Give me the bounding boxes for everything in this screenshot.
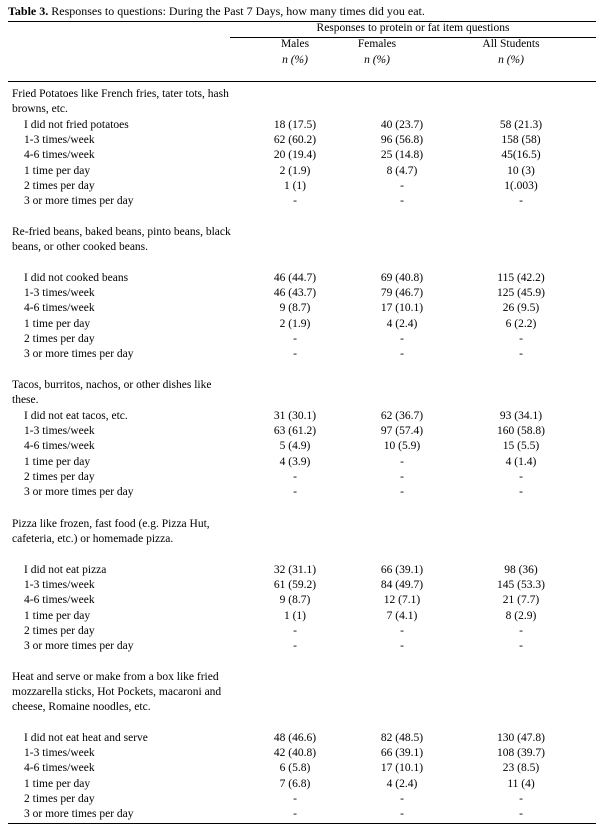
cell-all-students: 26 (9.5) [502, 302, 540, 315]
row-label: 1 time per day [24, 164, 91, 177]
cell-females: 97 (57.4) [380, 425, 424, 438]
cell-all-students: - [519, 470, 523, 483]
section-tacos-title: Tacos, burritos, nachos, or other dishes like these. [12, 379, 212, 407]
table-row [0, 194, 604, 209]
span-header: Responses to protein or fat item questions [316, 22, 510, 34]
row-label: I did not fried potatoes [24, 119, 129, 131]
row-label: 3 or more times per day [24, 808, 134, 820]
cell-all-students: - [519, 624, 523, 637]
row-label: 1 time per day [24, 777, 91, 790]
table-row [0, 485, 604, 500]
cell-females: 40 (23.7) [380, 119, 424, 131]
cell-females: 66 (39.1) [380, 564, 424, 576]
cell-males: - [293, 348, 297, 360]
cell-males: - [293, 195, 297, 207]
cell-females: 17 (10.1) [380, 302, 424, 315]
header-bottom-rule [8, 81, 596, 82]
col-header-all-students: All Students [482, 38, 540, 50]
cell-females: 82 (48.5) [380, 732, 424, 744]
table-row [0, 347, 604, 362]
table-row [0, 455, 604, 470]
cell-all-students: 23 (8.5) [502, 762, 540, 775]
table-row [0, 133, 604, 148]
cell-all-students: 158 (58) [501, 134, 541, 147]
row-label: 2 times per day [24, 179, 95, 192]
row-label: I did not eat tacos, etc. [24, 410, 128, 422]
row-label: 4-6 times/week [24, 302, 95, 315]
bottom-rule [8, 823, 596, 824]
table-label: Table 3. [8, 4, 49, 18]
cell-males: 2 (1.9) [279, 317, 311, 330]
cell-males: 2 (1.9) [279, 164, 311, 177]
cell-all-students: 93 (34.1) [499, 410, 543, 422]
table-row [0, 164, 604, 179]
cell-males: 62 (60.2) [273, 134, 317, 147]
row-label: 2 times per day [24, 792, 95, 805]
cell-all-students: 21 (7.7) [502, 594, 540, 607]
table-row [0, 807, 604, 822]
cell-males: - [293, 332, 297, 345]
cell-all-students: 10 (3) [507, 164, 535, 177]
row-label: 3 or more times per day [24, 640, 134, 652]
row-label: 2 times per day [24, 470, 95, 483]
cell-males: - [293, 640, 297, 652]
row-label: 1-3 times/week [24, 287, 95, 300]
cell-males: 46 (44.7) [273, 272, 317, 284]
subheader-females: n (%) [364, 54, 390, 66]
cell-females: 25 (14.8) [380, 149, 424, 162]
section-pizza-title: Pizza like frozen, fast food (e.g. Pizza Hut, cafeteria, etc.) or homemade pizza. [12, 518, 210, 546]
cell-males: 63 (61.2) [273, 425, 317, 438]
cell-females: 8 (4.7) [386, 164, 418, 177]
row-label: 4-6 times/week [24, 149, 95, 162]
row-label: 3 or more times per day [24, 486, 134, 498]
cell-males: 5 (4.9) [279, 440, 311, 453]
row-label: 4-6 times/week [24, 594, 95, 607]
table-row [0, 470, 604, 485]
cell-all-students: - [519, 640, 523, 652]
cell-all-students: - [519, 332, 523, 345]
cell-females: - [400, 640, 404, 652]
subheader-all-students: n (%) [498, 54, 524, 66]
cell-females: 4 (2.4) [386, 777, 418, 790]
cell-all-students: - [519, 808, 523, 820]
cell-females: - [400, 486, 404, 498]
row-label: 2 times per day [24, 624, 95, 637]
cell-males: 31 (30.1) [273, 410, 317, 422]
cell-all-students: - [519, 195, 523, 207]
cell-females: 69 (40.8) [380, 272, 424, 284]
cell-females: - [400, 455, 404, 468]
subheader-males: n (%) [282, 54, 308, 66]
cell-males: 1 (1) [283, 179, 307, 192]
cell-females: - [400, 195, 404, 207]
row-label: 1 time per day [24, 455, 91, 468]
table-row [0, 409, 604, 424]
section-fried-potatoes-title: Fried Potatoes like French fries, tater tots, hash browns, etc. [12, 88, 229, 116]
cell-females: - [400, 808, 404, 820]
cell-females: - [400, 348, 404, 360]
cell-all-students: - [519, 792, 523, 805]
row-label: 1 time per day [24, 317, 91, 330]
cell-all-students: 6 (2.2) [505, 317, 537, 330]
cell-females: 84 (49.7) [380, 579, 424, 592]
cell-males: 18 (17.5) [273, 119, 317, 131]
cell-males: 46 (43.7) [273, 287, 317, 300]
row-label: 3 or more times per day [24, 348, 134, 360]
cell-males: - [293, 486, 297, 498]
table-row [0, 301, 604, 316]
row-label: 2 times per day [24, 332, 95, 345]
cell-males: - [293, 624, 297, 637]
cell-all-students: 8 (2.9) [505, 609, 537, 622]
table-row [0, 148, 604, 163]
cell-females: 96 (56.8) [380, 134, 424, 147]
row-label: 1-3 times/week [24, 579, 95, 592]
table-row [0, 777, 604, 792]
table-row [0, 792, 604, 807]
cell-all-students: 11 (4) [507, 777, 535, 790]
cell-females: - [400, 792, 404, 805]
cell-males: 20 (19.4) [273, 149, 317, 162]
cell-females: - [400, 179, 404, 192]
table-row [0, 563, 604, 578]
cell-females: 79 (46.7) [380, 287, 424, 300]
cell-males: - [293, 470, 297, 483]
cell-females: 17 (10.1) [380, 762, 424, 775]
table-row [0, 118, 604, 133]
cell-all-students: 145 (53.3) [497, 579, 545, 592]
cell-females: - [400, 470, 404, 483]
cell-all-students: 115 (42.2) [497, 272, 545, 284]
row-label: 4-6 times/week [24, 762, 95, 775]
table-row [0, 761, 604, 776]
row-label: I did not eat pizza [24, 564, 107, 576]
table-row [0, 593, 604, 608]
row-label: 1-3 times/week [24, 134, 95, 147]
cell-all-students: 4 (1.4) [505, 455, 537, 468]
row-label: 4-6 times/week [24, 440, 95, 453]
row-label: I did not cooked beans [24, 272, 129, 284]
cell-all-students: 160 (58.8) [497, 425, 545, 438]
cell-males: - [293, 808, 297, 820]
cell-males: 48 (46.6) [273, 732, 317, 744]
table-row [0, 439, 604, 454]
col-header-males: Males [280, 38, 310, 50]
cell-males: 42 (40.8) [273, 747, 317, 760]
cell-males: - [293, 792, 297, 805]
cell-all-students: 1(.003) [504, 179, 538, 192]
cell-all-students: 58 (21.3) [499, 119, 543, 131]
table-caption [8, 4, 598, 19]
cell-females: - [400, 332, 404, 345]
cell-females: 62 (36.7) [380, 410, 424, 422]
cell-males: 1 (1) [283, 609, 307, 622]
cell-all-students: 98 (36) [504, 564, 538, 576]
cell-females: 66 (39.1) [380, 747, 424, 760]
cell-all-students: 130 (47.8) [497, 732, 545, 744]
cell-males: 61 (59.2) [273, 579, 317, 592]
table-row [0, 179, 604, 194]
row-label: I did not eat heat and serve [24, 732, 148, 744]
cell-all-students: - [519, 486, 523, 498]
table-row [0, 609, 604, 624]
cell-females: 10 (5.9) [383, 440, 421, 453]
table-row [0, 746, 604, 761]
cell-males: 4 (3.9) [279, 455, 311, 468]
cell-males: 6 (5.8) [279, 762, 311, 775]
cell-all-students: 125 (45.9) [497, 287, 545, 300]
cell-males: 9 (8.7) [279, 302, 311, 315]
table-row [0, 332, 604, 347]
cell-females: 4 (2.4) [386, 317, 418, 330]
cell-females: - [400, 624, 404, 637]
cell-all-students: 45(16.5) [501, 149, 541, 162]
row-label: 3 or more times per day [24, 195, 134, 207]
table-row [0, 731, 604, 746]
col-header-females: Females [357, 38, 397, 50]
row-label: 1-3 times/week [24, 425, 95, 438]
section-heat-and-serve-title: Heat and serve or make from a box like fried mozzarella sticks, Hot Pockets, macaroni and cheese, Romaine noodles, etc. [12, 671, 222, 714]
cell-all-students: - [519, 348, 523, 360]
cell-males: 7 (6.8) [279, 777, 311, 790]
row-label: 1-3 times/week [24, 747, 95, 760]
cell-all-students: 15 (5.5) [502, 440, 540, 453]
table-row [0, 317, 604, 332]
cell-all-students: 108 (39.7) [497, 747, 545, 760]
cell-males: 32 (31.1) [273, 564, 317, 576]
cell-males: 9 (8.7) [279, 594, 311, 607]
table-row [0, 624, 604, 639]
table-row [0, 639, 604, 654]
table-title: Responses to questions: During the Past 7 Days, how many times did you eat. [48, 4, 425, 18]
table-row [0, 578, 604, 593]
table-row [0, 271, 604, 286]
cell-females: 12 (7.1) [383, 594, 421, 607]
row-label: 1 time per day [24, 609, 91, 622]
section-beans-title: Re-fried beans, baked beans, pinto beans, black beans, or other cooked beans. [12, 226, 231, 254]
table-row [0, 286, 604, 301]
cell-females: 7 (4.1) [386, 609, 418, 622]
table-row [0, 424, 604, 439]
